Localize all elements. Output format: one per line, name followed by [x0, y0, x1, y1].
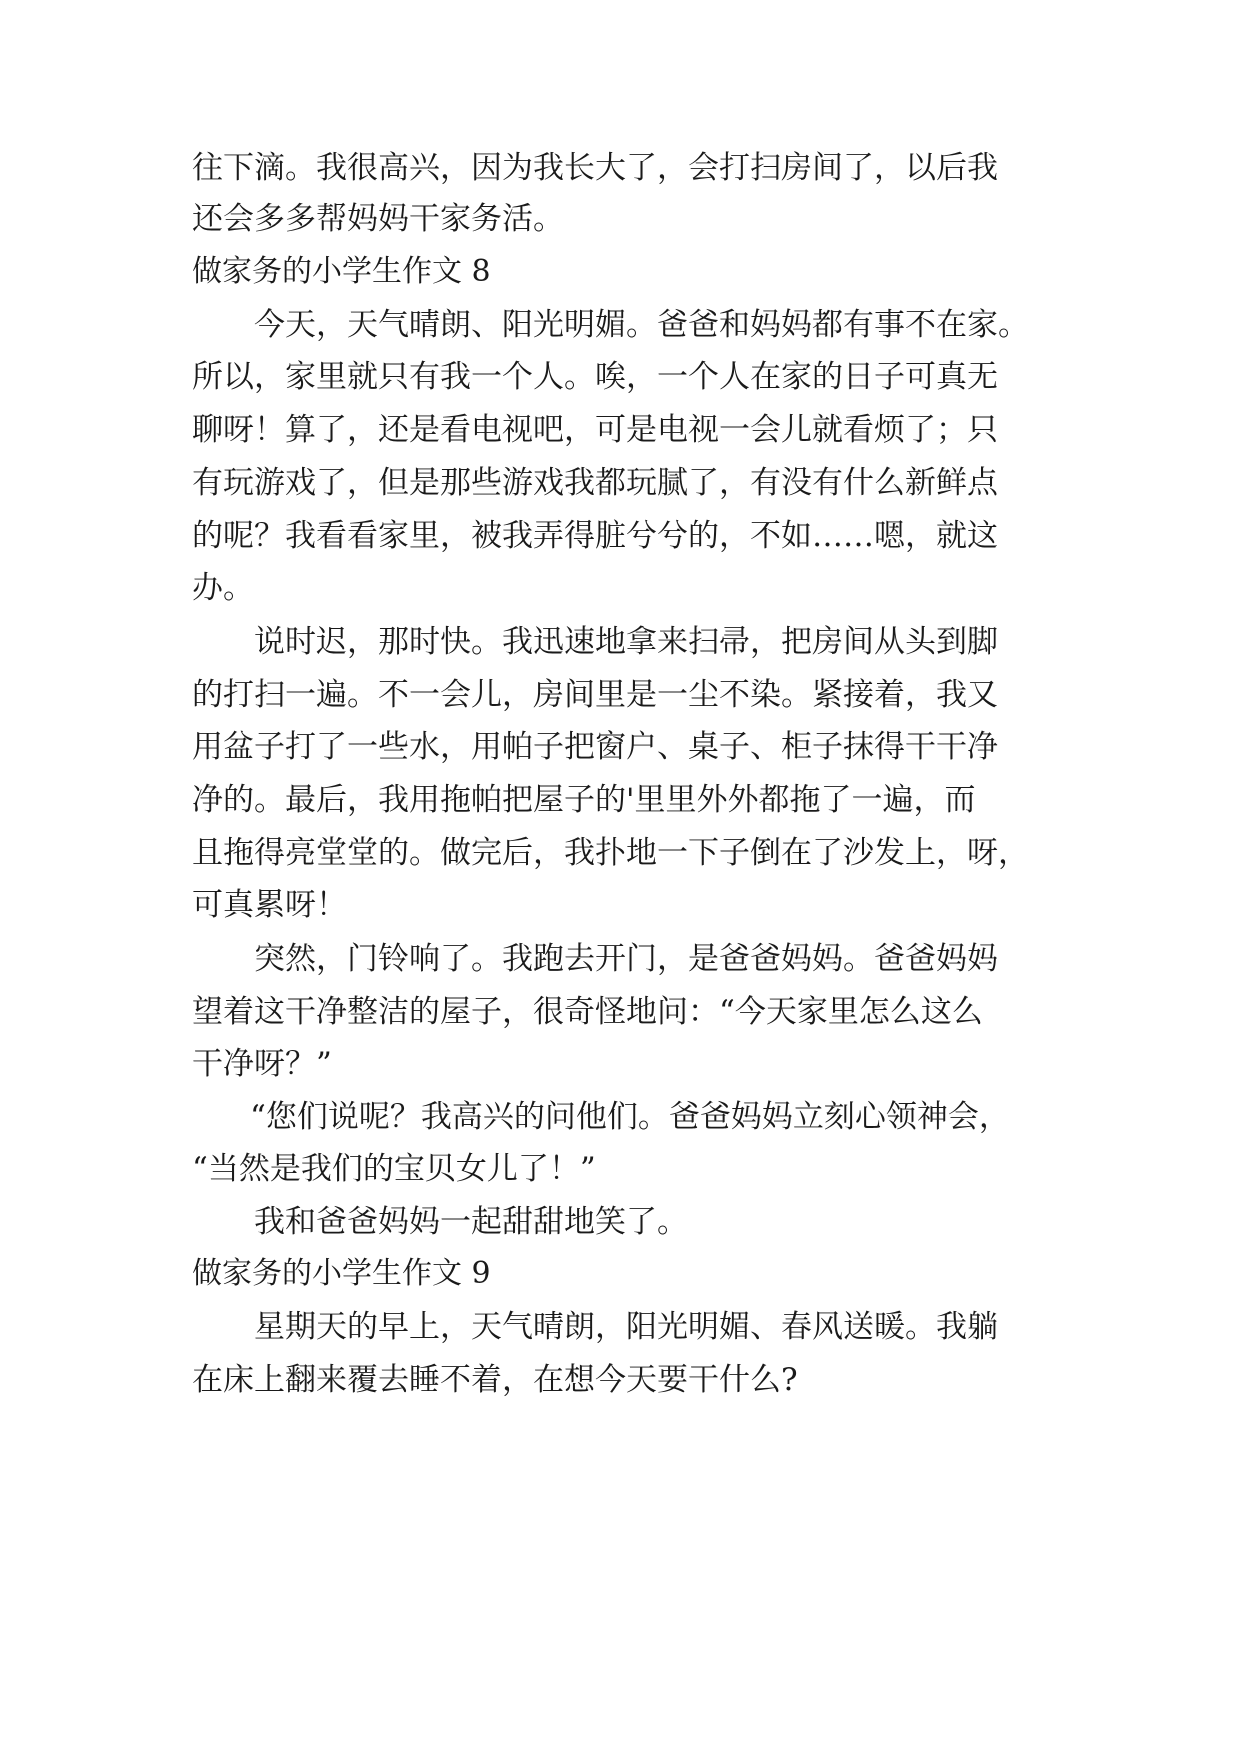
text-line: 今天，天气晴朗、阳光明媚。爸爸和妈妈都有事不在家。 [254, 307, 1029, 343]
text-line: 有玩游戏了，但是那些游戏我都玩腻了，有没有什么新鲜点 [192, 465, 998, 501]
text-line: 用盆子打了一些水，用帕子把窗户、桌子、柜子抹得干干净 [192, 729, 998, 765]
text-line: 我和爸爸妈妈一起甜甜地笑了。 [254, 1204, 688, 1240]
section-heading-9: 做家务的小学生作文 9 [192, 1256, 491, 1291]
text-line: 突然，门铃响了。我跑去开门，是爸爸妈妈。爸爸妈妈 [254, 941, 998, 977]
text-line: 的呢？我看看家里，被我弄得脏兮兮的，不如……嗯，就这 [192, 518, 998, 554]
text-line: 往下滴。我很高兴，因为我长大了，会打扫房间了，以后我 [192, 150, 998, 186]
text-line: 聊呀！算了，还是看电视吧，可是电视一会儿就看烦了；只 [192, 412, 998, 448]
section-heading-8: 做家务的小学生作文 8 [192, 254, 491, 289]
text-line: 干净呀？” [192, 1046, 332, 1082]
text-line: 办。 [192, 570, 254, 606]
text-line: 在床上翻来覆去睡不着，在想今天要干什么? [192, 1362, 798, 1398]
text-line: 所以，家里就只有我一个人。唉，一个人在家的日子可真无 [192, 359, 998, 395]
text-line: 净的。最后，我用拖帕把屋子的'里里外外都拖了一遍，而 [192, 782, 976, 818]
text-line: 说时迟，那时快。我迅速地拿来扫帚，把房间从头到脚 [254, 624, 998, 660]
text-line: 望着这干净整洁的屋子，很奇怪地问：“今天家里怎么这么 [192, 994, 983, 1030]
text-line: “您们说呢？我高兴的问他们。爸爸妈妈立刻心领神会， [250, 1099, 1010, 1135]
text-line: 的打扫一遍。不一会儿，房间里是一尘不染。紧接着，我又 [192, 677, 998, 713]
text-line: “当然是我们的宝贝女儿了！” [192, 1151, 596, 1187]
text-line: 还会多多帮妈妈干家务活。 [192, 201, 564, 237]
text-line: 星期天的早上，天气晴朗，阳光明媚、春风送暖。我躺 [254, 1309, 998, 1345]
text-line: 且拖得亮堂堂的。做完后，我扑地一下子倒在了沙发上，呀， [192, 835, 1029, 871]
text-line: 可真累呀！ [192, 887, 347, 923]
